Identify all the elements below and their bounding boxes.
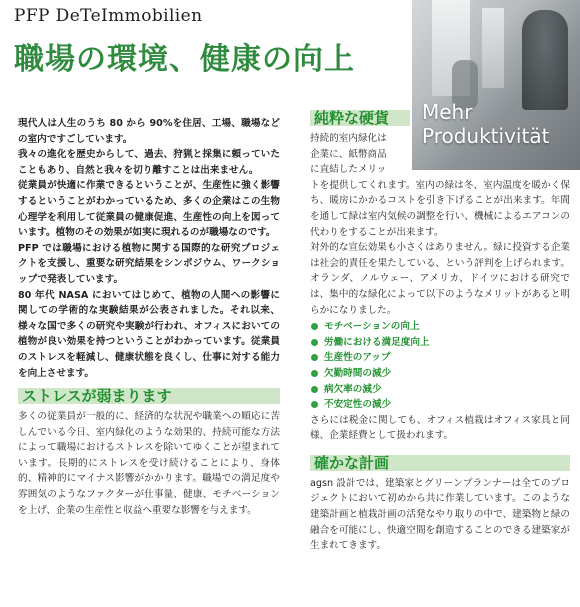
intro-paragraph: PFP では職場における植物に関する国際的な研究プロジェクトを支援し、重要な研究結果をシンポジウム、ワークショップで発表しています。 <box>18 242 280 285</box>
list-item: 生産性のアップ <box>310 350 570 366</box>
right-column <box>310 103 570 554</box>
stress-paragraph: 多くの従業員が一般的に、経済的な状況や職業への順応に苦しんでいる今日、室内緑化のような効果的、持続可能な方法によって職場におけるストレスを除いてゆくことが望まれています。長期的にストレスを受け続けることにより、身体的、精神的にマイナス影響がかかります。職場での満足度や雰囲気のようなファクターが仕事量、健康、モチベーションを上げ、企業の生産性と収益へ重要な影響を与えます。 <box>18 411 280 516</box>
plan-heading: 確かな計画 <box>310 452 570 474</box>
list-item: 労働における満足度向上 <box>310 335 570 351</box>
pure-line: に直結したメリッ <box>310 164 387 176</box>
list-item: 不安定性の減少 <box>310 397 570 413</box>
stress-heading: ストレスが弱まります <box>18 385 280 407</box>
list-item: モチベーションの向上 <box>310 319 570 335</box>
intro-paragraph: 80 年代 NASA においてはじめて、植物の人間への影響に関しての学術的な実験結果が公表されました。それ以来、様々な国で多くの研究や実験が行われ、オフィスにおいての植物が良い効果を持つということがわかっています。従業員のストレスを軽減し、健康状態を良くし、仕事に対する能力を向上させます。 <box>18 289 280 379</box>
photo-caption-line1: Mehr <box>422 100 473 124</box>
intro-paragraph: 現代人は人生のうち 80 から 90%を住居、工場、職場などの室内ですごしています。 <box>18 118 280 145</box>
intro-paragraph: 従業員が快適に作業できるということが、生産性に強く影響するということがわかっているため、多くの企業はこの生物心理学を利用して従業員の健康促進、生産性の向上を図っています。植物のその効果が如実に現れるのが職場なのです。 <box>18 180 280 239</box>
list-item: 欠勤時間の減少 <box>310 366 570 382</box>
page-title: 職場の環境、健康の向上 <box>14 42 355 77</box>
intro-paragraph: 我々の進化を歴史からして、過去、狩猟と採集に頼っていたこともあり、自然と我々を切り離すことは出来ません。 <box>18 149 280 176</box>
plan-paragraph: agsn 設計では、建築家とグリーンプランナーは全てのプロジェクトにおいて初めから共に作業しています。このような建築計画と植栽計画の活発なやり取りの中で、建築物と緑の融合を可能にし、快適空間を創造することのできる建築家が生まれてきます。 <box>310 477 570 552</box>
benefits-list <box>310 319 570 413</box>
left-column <box>18 116 280 518</box>
pure-intro <box>310 131 406 178</box>
pure-paragraph-2: 対外的な宣伝効果も小さくはありません。緑に投資する企業は社会的責任を果たしている、という評判を上げられます。オランダ、ノルウェー、アメリカ、ドイツにおける研究では、集中的な緑化によって以下のようなメリットがあると明らかになりました。 <box>310 242 570 316</box>
pure-line: 企業に、紙幣商品 <box>310 148 387 160</box>
tax-paragraph: さらには税金に関しても、オフィス植栽はオフィス家具と同様、企業経費として扱われます。 <box>310 414 570 442</box>
intro-section <box>18 116 280 381</box>
list-item: 病欠率の減少 <box>310 382 570 398</box>
pure-paragraph: トを提供してくれます。室内の緑は冬、室内温度を暖かく保ち、暖房にかかるコストを引き下げることが出来ます。年間を通して緑は室内気候の調整を行い、機械によるエアコンの代わりをすることが出来ます。 <box>310 179 570 238</box>
pure-line: 持続的室内緑化は <box>310 133 387 144</box>
photo-caption-line2: Produktivität <box>422 124 550 148</box>
brand-name: PFP DeTeImmobilien <box>14 6 203 26</box>
pure-heading: 純粋な硬貨 <box>310 107 410 129</box>
